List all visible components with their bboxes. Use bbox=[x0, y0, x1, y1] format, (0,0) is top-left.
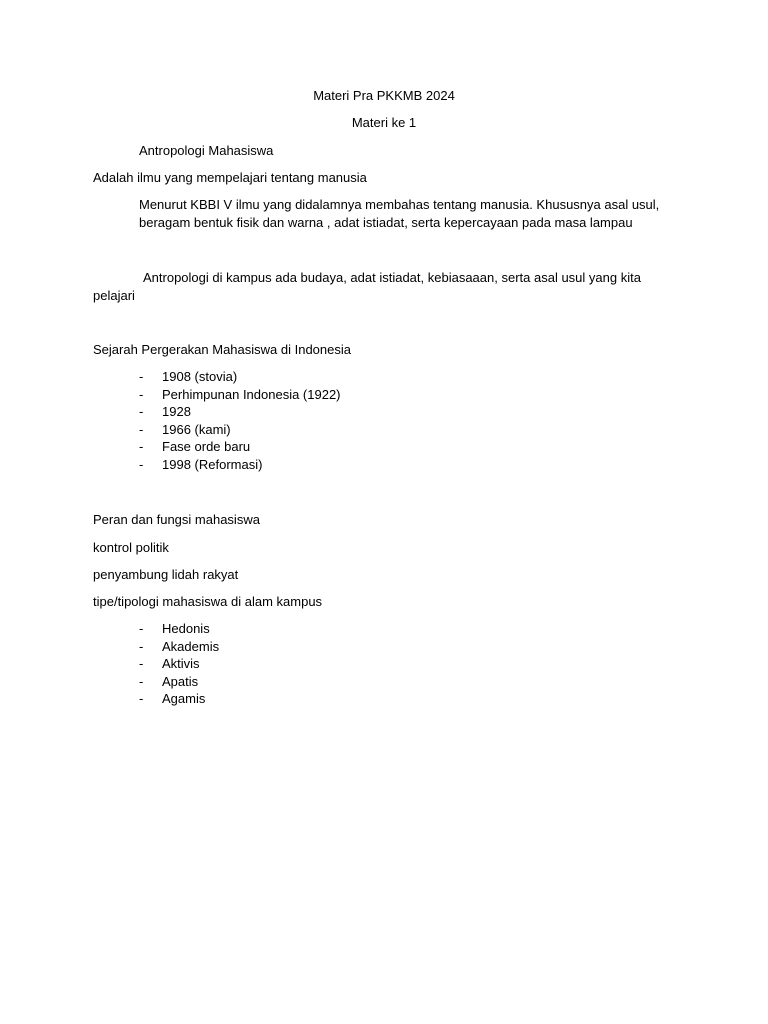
document-subtitle: Materi ke 1 bbox=[351, 115, 417, 130]
list-item-text: Apatis bbox=[162, 673, 199, 689]
list-bullet: - bbox=[139, 421, 144, 437]
list-bullet: - bbox=[139, 621, 144, 636]
list-item-text: 1928 bbox=[162, 404, 191, 420]
list-bullet: - bbox=[139, 673, 144, 689]
list-bullet: - bbox=[139, 691, 144, 707]
history-heading: Sejarah Pergerakan Mahasiswa di Indonesia bbox=[93, 342, 351, 357]
list-bullet: - bbox=[139, 656, 144, 672]
campus-paragraph-line-1: Antropologi di kampus ada budaya, adat istiadat, kebiasaaan, serta asal usul yang kita bbox=[143, 270, 641, 285]
list-item-text: Fase orde baru bbox=[162, 439, 251, 455]
list-bullet: - bbox=[139, 456, 144, 472]
kbbi-paragraph-line-1: Menurut KBBI V ilmu yang didalamnya membahas tentang manusia. Khususnya asal usul, bbox=[139, 197, 660, 212]
list-item-text: Hedonis bbox=[162, 621, 210, 636]
campus-paragraph-line-2: pelajari bbox=[93, 288, 135, 303]
document-title: Materi Pra PKKMB 2024 bbox=[313, 88, 455, 103]
list-item-text: 1998 (Reformasi) bbox=[162, 456, 263, 472]
list-item-text: 1908 (stovia) bbox=[162, 369, 238, 384]
list-item-text: Akademis bbox=[162, 638, 220, 654]
list-bullet: - bbox=[139, 439, 144, 455]
role-item-2: penyambung lidah rakyat bbox=[93, 567, 239, 582]
list-bullet: - bbox=[139, 638, 144, 654]
role-item-1: kontrol politik bbox=[93, 540, 169, 555]
list-bullet: - bbox=[139, 404, 144, 420]
definition-text: Adalah ilmu yang mempelajari tentang manusia bbox=[93, 170, 367, 185]
kbbi-paragraph-line-2: beragam bentuk fisik dan warna , adat istiadat, serta kepercayaan pada masa lampau bbox=[139, 215, 633, 230]
types-heading: tipe/tipologi mahasiswa di alam kampus bbox=[93, 594, 323, 609]
list-item-text: Agamis bbox=[162, 691, 206, 707]
list-item-text: Perhimpunan Indonesia (1922) bbox=[162, 386, 341, 402]
list-item-text: 1966 (kami) bbox=[162, 421, 231, 437]
list-bullet: - bbox=[139, 369, 144, 384]
role-heading: Peran dan fungsi mahasiswa bbox=[93, 512, 260, 527]
list-bullet: - bbox=[139, 386, 144, 402]
antropologi-heading: Antropologi Mahasiswa bbox=[139, 143, 274, 158]
list-item-text: Aktivis bbox=[162, 656, 200, 672]
